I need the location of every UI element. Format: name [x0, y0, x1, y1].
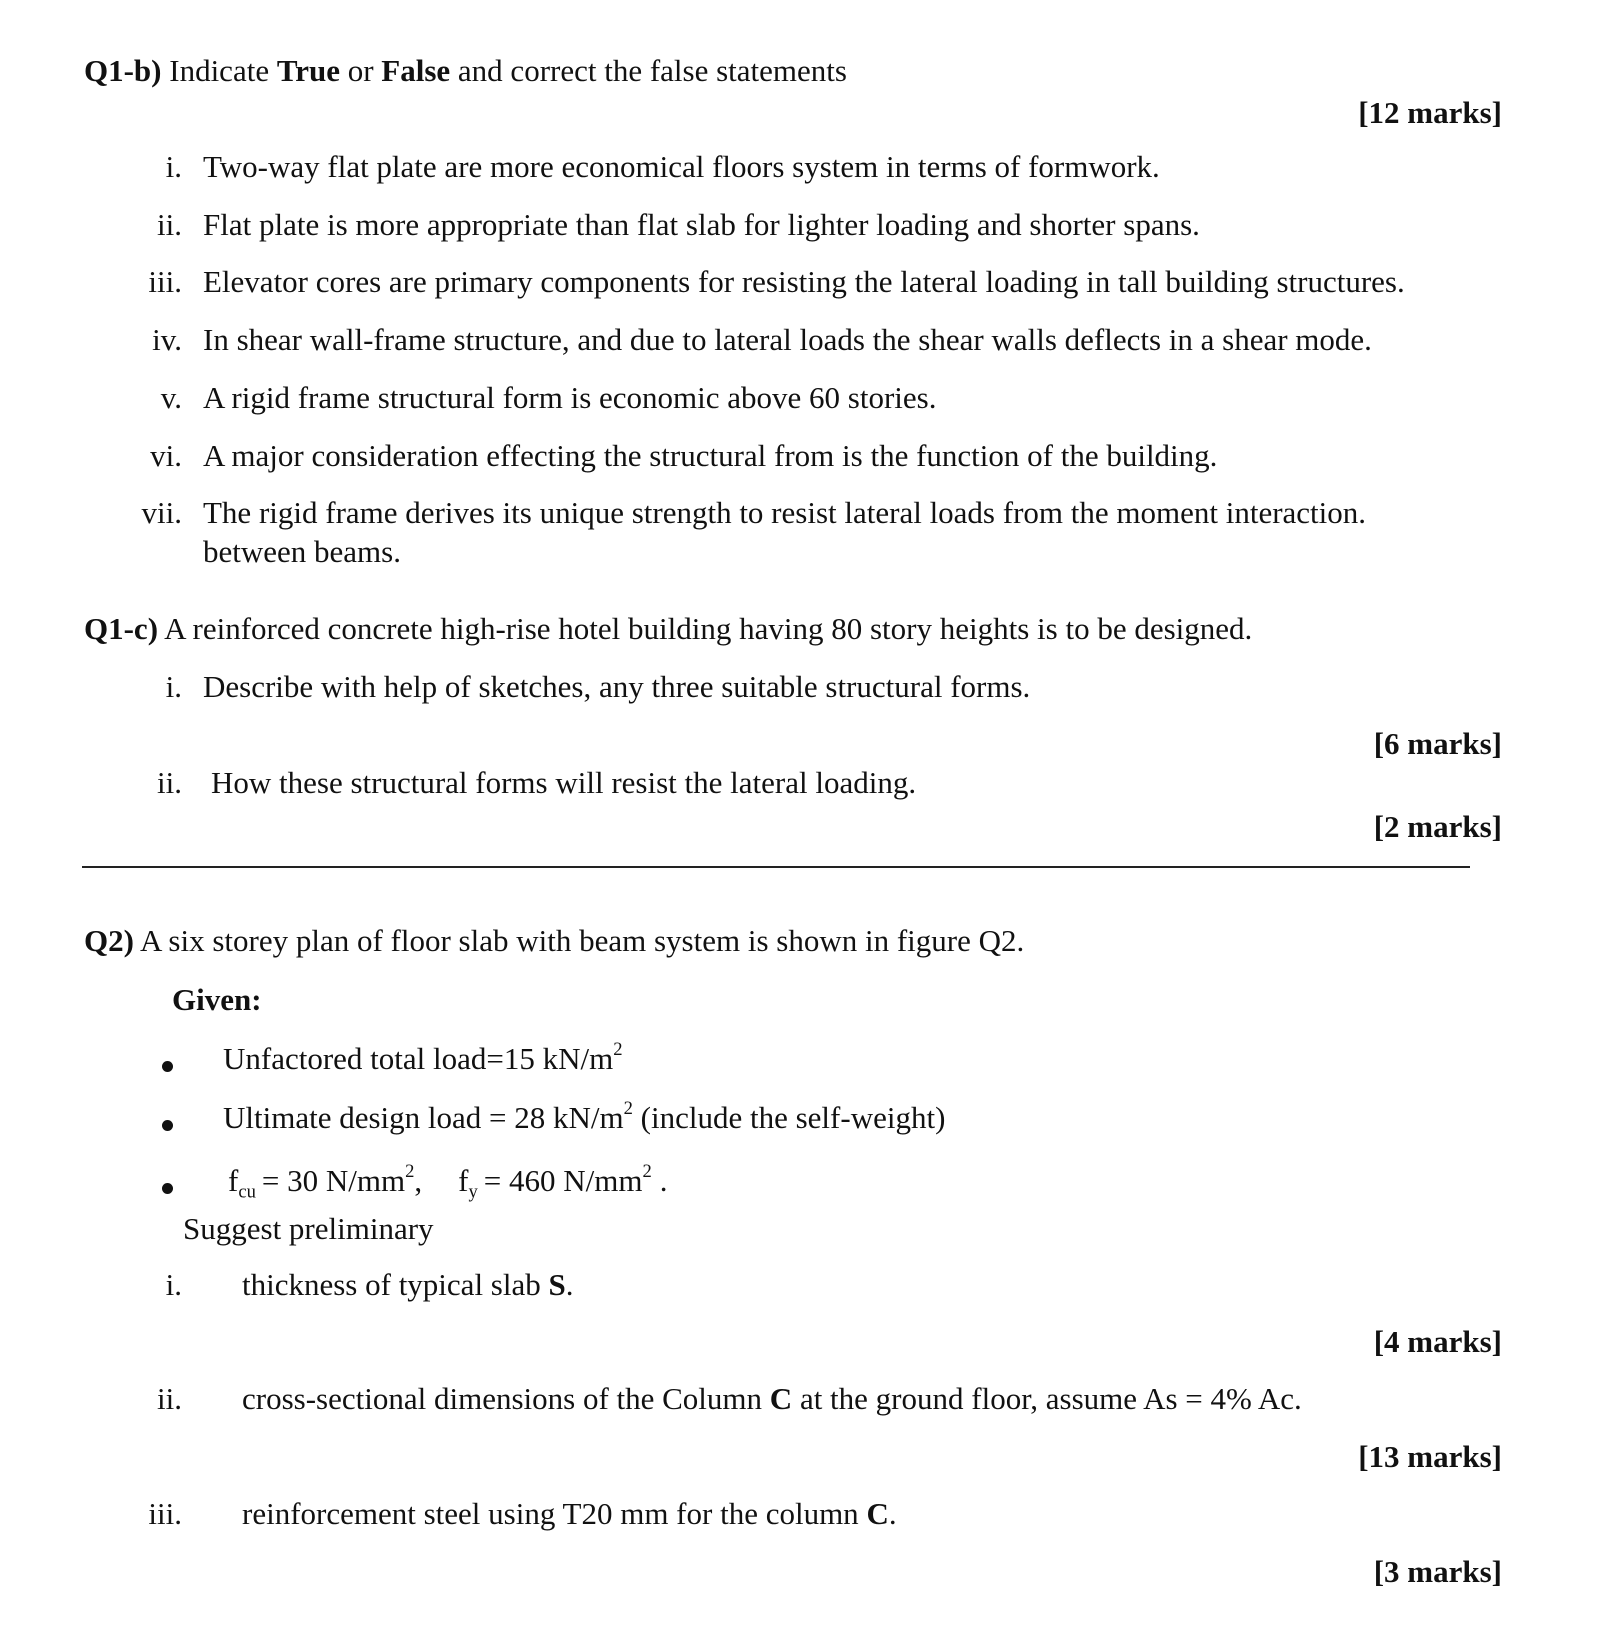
- q2-item-2-num: ii.: [157, 1381, 182, 1416]
- q1b-item-7-num: vii.: [141, 495, 182, 530]
- bullet-2-dot: [162, 1120, 173, 1131]
- fy-sup: 2: [642, 1161, 652, 1183]
- q2-item-1-num: i.: [165, 1267, 182, 1302]
- slab-s: S: [548, 1267, 566, 1302]
- fcu-sup: 2: [405, 1161, 415, 1183]
- q1b-intro-3: and correct the false statements: [450, 53, 847, 88]
- q1b-intro-2: or: [339, 53, 382, 88]
- q1b-label: Q1-b): [84, 53, 162, 88]
- q2-item-2-text-b: at the ground floor, assume As = 4% Ac.: [792, 1381, 1302, 1416]
- q1b-item-7-text-cont: between beams.: [203, 534, 401, 569]
- q1b-item-3-num: iii.: [148, 264, 182, 299]
- q1b-item-3-text: Elevator cores are primary components for resisting the lateral loading in tall building structures.: [203, 264, 1405, 299]
- q1b-item-7-text: The rigid frame derives its unique strength to resist lateral loads from the moment interaction.: [203, 495, 1367, 530]
- q2-item-2-text: [242, 1380, 1302, 1417]
- section-divider: [82, 866, 1470, 868]
- bullet-2-text: [223, 1099, 945, 1136]
- bullet-1-sup: 2: [613, 1039, 623, 1061]
- q1c-text: A reinforced concrete high-rise hotel building having 80 story heights is to be designed.: [164, 611, 1253, 646]
- q2-heading: [84, 922, 1024, 959]
- q1b-true-word: True: [276, 53, 340, 88]
- q1b-item-2-num: ii.: [157, 207, 182, 242]
- q1b-item-5-num: v.: [160, 380, 182, 415]
- q2-item-3-text-a: reinforcement steel using T20 mm for the column: [242, 1496, 867, 1531]
- q2-item-1-text: [242, 1266, 574, 1303]
- bullet-1-text: [223, 1040, 623, 1077]
- bullet-2-suffix: (include the self-weight): [632, 1100, 946, 1135]
- bullet-2-sup: 2: [623, 1098, 633, 1120]
- q1b-intro-1: Indicate: [169, 53, 277, 88]
- q1c-item-2-text: How these structural forms will resist the lateral loading.: [211, 765, 917, 800]
- fy-value: = 460 N/mm: [483, 1163, 643, 1198]
- bullet-2-main: Ultimate design load = 28 kN/m: [223, 1100, 624, 1135]
- q2-item-3-marks: [3 marks]: [1373, 1554, 1502, 1589]
- q1b-item-6-num: vi.: [150, 438, 182, 473]
- q1c-heading: [84, 610, 1252, 647]
- q1b-marks: [12 marks]: [1358, 95, 1502, 130]
- q1b-item-2-text: Flat plate is more appropriate than flat slab for lighter loading and shorter spans.: [203, 207, 1200, 242]
- q2-item-3-text: [242, 1495, 897, 1532]
- q2-text: A six storey plan of floor slab with beam system is shown in figure Q2.: [139, 923, 1025, 958]
- q2-item-3-text-b: .: [888, 1496, 897, 1531]
- q1c-item-2-num: ii.: [157, 765, 182, 800]
- q1b-item-4-text: In shear wall-frame structure, and due to lateral loads the shear walls deflects in a shear mode.: [203, 322, 1372, 357]
- column-c-2: C: [866, 1496, 889, 1531]
- q2-item-1-marks: [4 marks]: [1373, 1324, 1502, 1359]
- formula-end: .: [659, 1163, 668, 1198]
- fcu-value: = 30 N/mm: [261, 1163, 406, 1198]
- q2-label: Q2): [84, 923, 134, 958]
- q1c-item-1-marks: [6 marks]: [1373, 726, 1502, 761]
- q2-given-label: Given:: [172, 982, 262, 1017]
- q1b-item-1-text: Two-way flat plate are more economical floors system in terms of formwork.: [203, 149, 1160, 184]
- bullet-3-formula: [228, 1161, 668, 1203]
- column-c: C: [769, 1381, 793, 1416]
- fcu-subscript: cu: [238, 1181, 256, 1203]
- fy-subscript: y: [468, 1181, 478, 1203]
- q1b-item-4-num: iv.: [152, 322, 182, 357]
- q1b-item-1-num: i.: [165, 149, 182, 184]
- q2-item-3-num: iii.: [148, 1496, 182, 1531]
- fcu-symbol: f: [228, 1163, 239, 1198]
- bullet-3-dot: [162, 1183, 173, 1194]
- q1b-false-word: False: [381, 53, 451, 88]
- formula-separator: ,: [414, 1163, 423, 1198]
- q2-item-1-text-b: .: [565, 1267, 574, 1302]
- fy-symbol: f: [458, 1163, 469, 1198]
- q1c-label: Q1-c): [84, 611, 159, 646]
- q1b-heading: [84, 52, 847, 89]
- bullet-1-dot: [162, 1061, 173, 1072]
- q1c-item-1-text: Describe with help of sketches, any three suitable structural forms.: [203, 669, 1031, 704]
- bullet-1-main: Unfactored total load=15 kN/m: [223, 1041, 614, 1076]
- q1b-item-6-text: A major consideration effecting the structural from is the function of the building.: [203, 438, 1218, 473]
- q2-suggest: Suggest preliminary: [183, 1211, 434, 1246]
- q2-item-2-text-a: cross-sectional dimensions of the Column: [242, 1381, 770, 1416]
- q2-item-2-marks: [13 marks]: [1358, 1439, 1502, 1474]
- q1c-item-1-num: i.: [165, 669, 182, 704]
- q2-item-1-text-a: thickness of typical slab: [242, 1267, 549, 1302]
- q1c-item-2-marks: [2 marks]: [1373, 809, 1502, 844]
- q1b-item-5-text: A rigid frame structural form is economic above 60 stories.: [203, 380, 937, 415]
